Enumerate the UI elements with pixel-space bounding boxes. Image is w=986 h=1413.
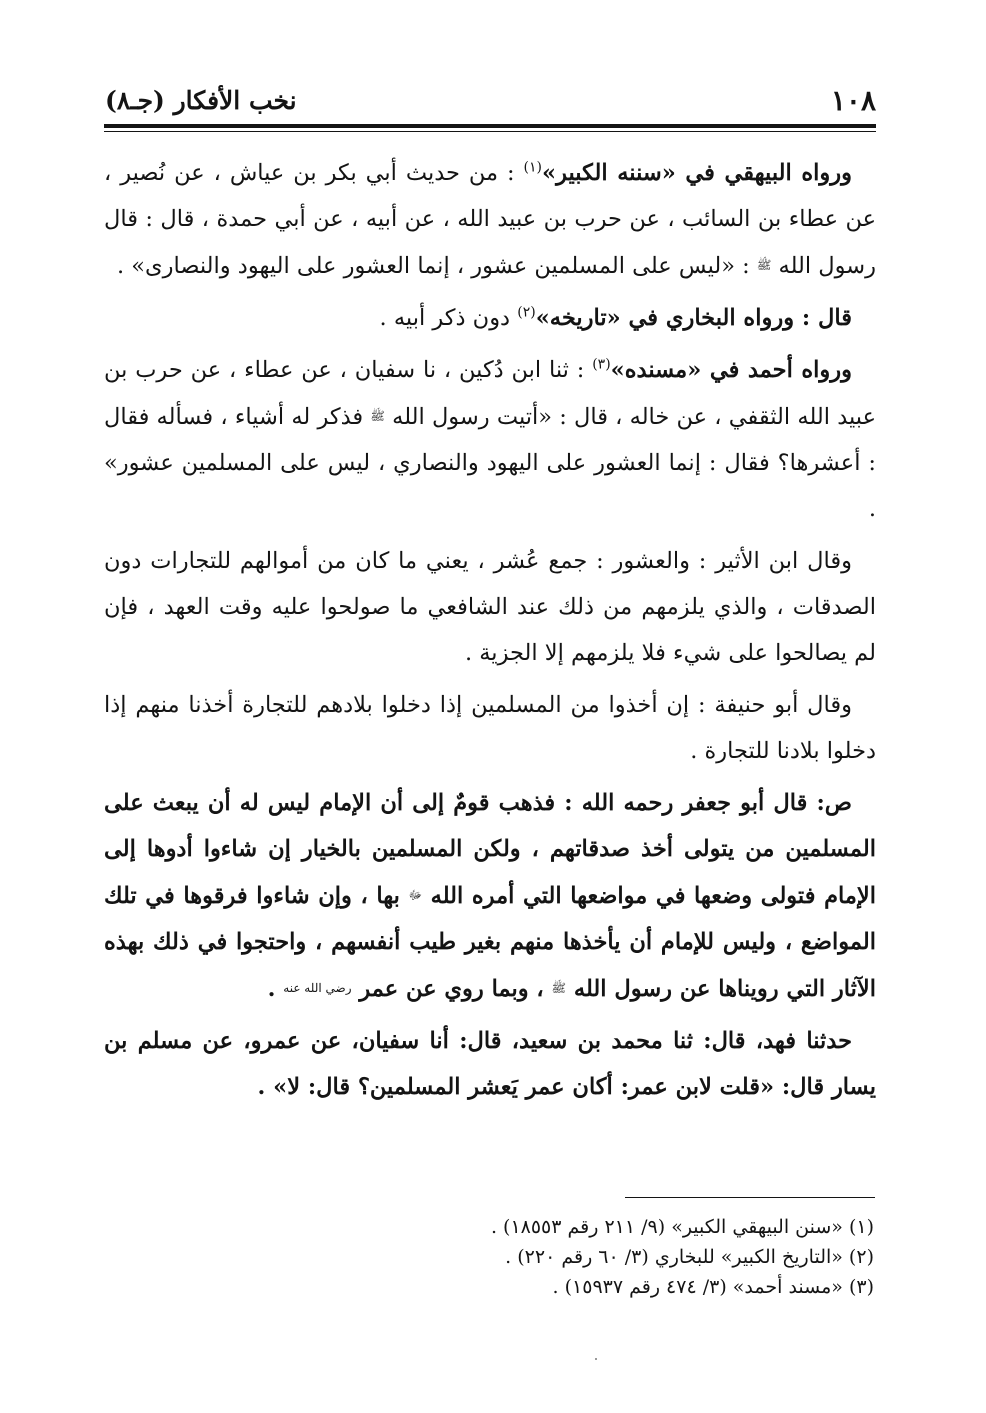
paragraph-ibn-athir: وقال ابن الأثير : والعشور : جمع عُشر ، يعني ما كان من أموالهم للتجارات دون الصدقات ، والذي يلزمهم من ذلك عند الشافعي ما صولحوا عليه وقت العهد ، فإن لم يصالحوا على شيء فلا يلزمهم إلا الجزية . [104, 548, 876, 666]
scan-speck [595, 1358, 597, 1360]
paragraph-lead: ورواه البيهقي في «سننه الكبير» [542, 160, 852, 186]
paragraph-lead: قال : ورواه البخاري في «تاريخه» [535, 305, 852, 331]
paragraph-text-continued: فذكر له أشياء ، فسأله فقال : أعشرها؟ فقال : إنما العشور على اليهود والنصاري ، ليس على المسلمين عشور» . [104, 404, 876, 522]
paragraph-lead: ورواه أحمد في «مسنده» [610, 357, 852, 383]
paragraph-isnad-fahd: حدثنا فهد، قال: ثنا محمد بن سعيد، قال: أنا سفيان، عن عمرو، عن مسلم بن يسار قال: «قلت لابن عمر: أكان عمر يَعشر المسلمين؟ قال: لا» . [104, 1028, 876, 1100]
glorification-glyph: ﷻ [408, 888, 423, 902]
matn-text: ص: قال أبو جعفر رحمه الله : فذهب قومٌ إلى أن الإمام ليس له أن يبعث على المسلمين من يتولى أخذ صدقاتهم ، ولكن المسلمين بالخيار إن شاءوا أدوها إلى الإمام فتولى وضعها في مواضعها التي أمره الله [104, 790, 877, 909]
paragraph-matn-sad [104, 780, 876, 1012]
matn-full-stop: . [267, 976, 276, 1002]
page-header [105, 82, 876, 120]
footnote-3: (٣) «مسند أحمد» (٣/ ٤٧٤ رقم ١٥٩٣٧) . [552, 1276, 874, 1298]
footnotes [300, 1212, 874, 1302]
page-number: ١٠٨ [830, 84, 876, 117]
radiya-glyph: رضي الله عنه [283, 981, 352, 995]
footnote-2: (٢) «التاريخ الكبير» للبخاري (٣/ ٦٠ رقم ٢٢٠) . [505, 1246, 874, 1268]
footnote-ref-3: (٣) [592, 356, 611, 373]
matn-text-continued: بها ، وإن شاءوا فرقوها في تلك المواضع ، وليس للإمام أن يأخذها منهم بغير طيب أنفسهم ، واحتجوا في ذلك بهذه الآثار التي رويناها عن رسول الله [104, 883, 876, 1002]
paragraph-ahmad [104, 347, 876, 532]
hadith-quote: : «ليس على المسلمين عشور ، إنما العشور على اليهود والنصارى» . [116, 253, 750, 279]
paragraph-bayhaqi [104, 150, 876, 289]
footnote-ref-1: (١) [523, 159, 543, 176]
paragraph-abu-hanifa: وقال أبو حنيفة : إن أخذوا من المسلمين إذا دخلوا بلادهم للتجارة أخذنا منهم إذا دخلوا بلادنا للتجارة . [104, 692, 876, 764]
footnote-ref-2: (٢) [517, 304, 536, 321]
footnote-separator [625, 1197, 875, 1198]
paragraph-bukhari [104, 295, 876, 341]
matn-text-end: ، وبما روي عن عمر [359, 976, 544, 1002]
salutation-glyph: ﷺ [370, 409, 385, 423]
header-rule-thin [104, 131, 876, 132]
salutation-glyph: ﷺ [756, 258, 772, 272]
footnote-1: (١) «سنن البيهقي الكبير» (٩/ ٢١١ رقم ١٨٥٥٣) . [490, 1216, 874, 1238]
paragraph-text: : من حديث أبي بكر بن عياش ، عن نُصير ، عن عطاء بن السائب ، عن حرب بن عبيد الله ، عن أبيه ، عن أبي حمدة ، قال : قال رسول الله [104, 160, 876, 279]
paragraph-text: دون ذكر أبيه . [379, 305, 511, 331]
running-title: نخب الأفكار (جـ٨) [105, 86, 297, 115]
main-text [104, 150, 876, 1116]
header-rule-thick [104, 124, 876, 128]
paragraph-text: : ثنا ابن دُكين ، نا سفيان ، عن عطاء ، عن حرب بن عبيد الله الثقفي ، عن خاله ، قال : «أتيت رسول الله [104, 357, 877, 430]
salutation-glyph: ﷺ [551, 981, 567, 995]
